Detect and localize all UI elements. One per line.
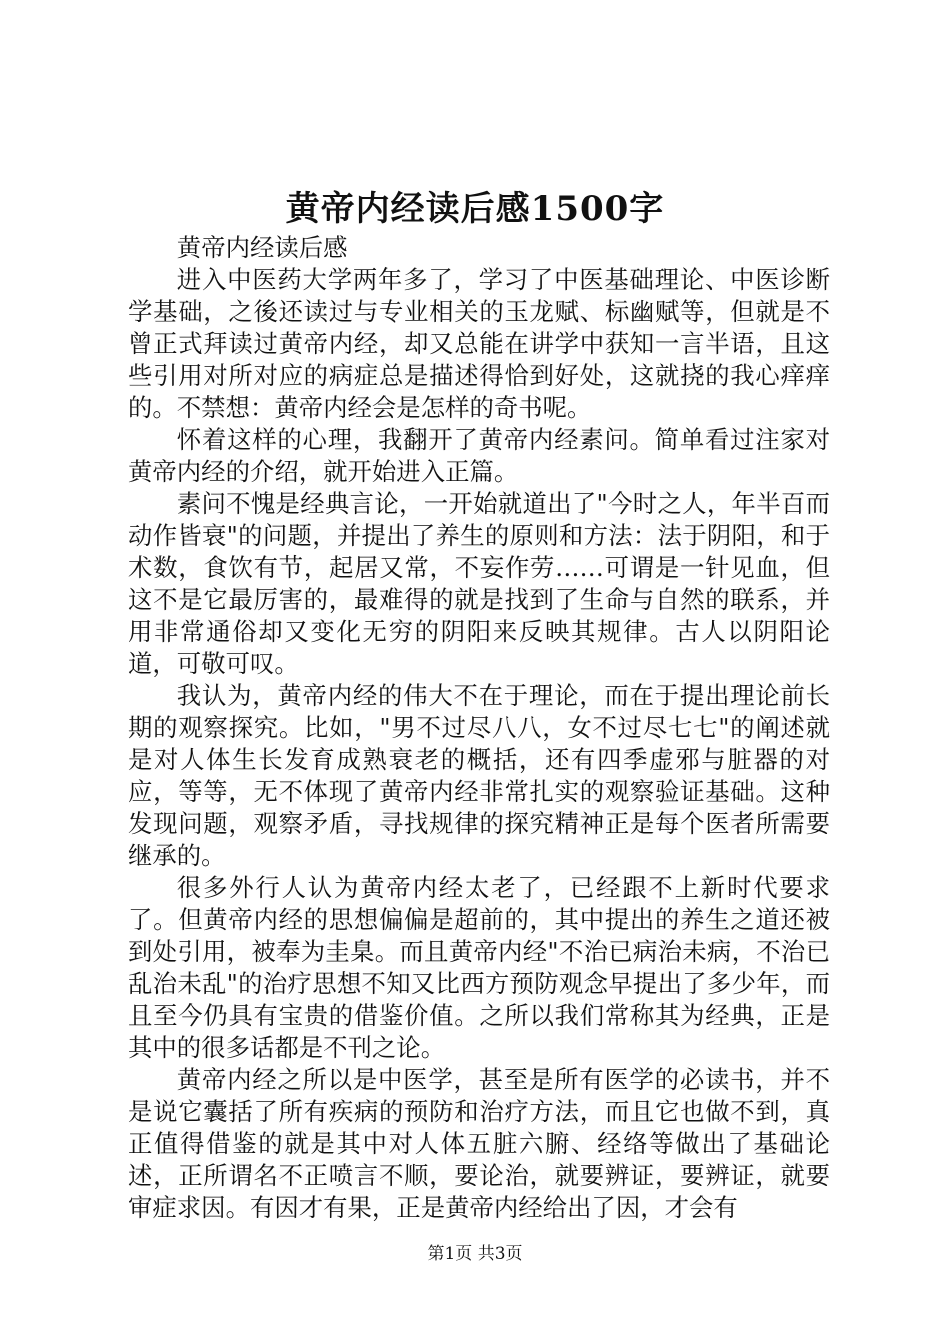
- paragraph-2: 怀着这样的心理，我翻开了黄帝内经素问。简单看过注家对黄帝内经的介绍，就开始进入正篇。: [128, 425, 830, 486]
- paragraph-3: 素问不愧是经典言论，一开始就道出了"今时之人，年半百而动作皆衰"的问题，并提出了养生的原则和方法：法于阴阳，和于术数，食饮有节，起居又常，不妄作劳……可谓是一针见血，但这不是它最厉害的，最难得的就是找到了生命与自然的联系，并用非常通俗却又变化无穷的阴阳来反映其规律。古人以阴阳论道，可敬可叹。: [128, 489, 830, 678]
- page-footer: 第1页 共3页: [427, 1244, 523, 1264]
- paragraph-subtitle: 黄帝内经读后感: [176, 233, 348, 262]
- paragraph-1: 进入中医药大学两年多了，学习了中医基础理论、中医诊断学基础，之後还读过与专业相关的玉龙赋、标幽赋等，但就是不曾正式拜读过黄帝内经，却又总能在讲学中获知一言半语，且这些引用对所对应的病症总是描述得恰到好处，这就挠的我心痒痒的。不禁想：黄帝内经会是怎样的奇书呢。: [128, 265, 830, 422]
- paragraph-4: 我认为，黄帝内经的伟大不在于理论，而在于提出理论前长期的观察探究。比如，"男不过尽八八，女不过尽七七"的阐述就是对人体生长发育成熟衰老的概括，还有四季虚邪与脏器的对应，等等，无不体现了黄帝内经非常扎实的观察验证基础。这种发现问题，观察矛盾，寻找规律的探究精神正是每个医者所需要继承的。: [128, 681, 830, 870]
- paragraph-5: 很多外行人认为黄帝内经太老了，已经跟不上新时代要求了。但黄帝内经的思想偏偏是超前的，其中提出的养生之道还被到处引用，被奉为圭臬。而且黄帝内经"不治已病治未病，不治已乱治未乱"的治疗思想不知又比西方预防观念早提出了多少年，而且至今仍具有宝贵的借鉴价值。之所以我们常称其为经典，正是其中的很多话都是不刊之论。: [128, 873, 830, 1062]
- document-body: [128, 232, 830, 1224]
- document-title: 黄帝内经读后感1500字: [285, 189, 665, 229]
- paragraph-6: 黄帝内经之所以是中医学，甚至是所有医学的必读书，并不是说它囊括了所有疾病的预防和治疗方法，而且它也做不到，真正值得借鉴的就是其中对人体五脏六腑、经络等做出了基础论述，正所谓名不正喷言不顺，要论治，就要辨证，要辨证，就要审症求因。有因才有果，正是黄帝内经给出了因，才会有: [128, 1065, 830, 1222]
